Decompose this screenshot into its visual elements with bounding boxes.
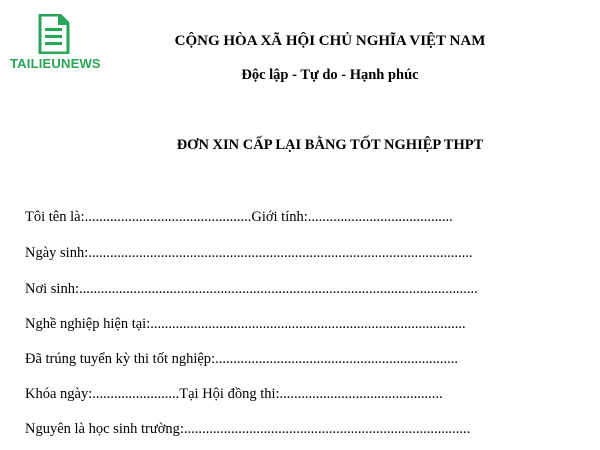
- field-birth-place: Nơi sinh:..............................................................................................................: [25, 281, 478, 297]
- field-birth-date: Ngày sinh:..........................................................................................................: [25, 245, 473, 261]
- field-exam-passed: Đã trúng tuyển kỳ thi tốt nghiệp:...................................................................: [25, 351, 458, 367]
- field-occupation: Nghề nghiệp hiện tại:.......................................................................................: [25, 316, 466, 332]
- logo-text: TAILIEUNEWS: [10, 56, 101, 71]
- field-exam-date-council: Khóa ngày:........................Tại Hội đồng thi:.............................................: [25, 386, 443, 402]
- field-former-school: Nguyên là học sinh trường:...............................................................................: [25, 421, 471, 437]
- document-icon: [38, 14, 70, 54]
- document-title: ĐƠN XIN CẤP LẠI BẰNG TỐT NGHIỆP THPT: [176, 137, 484, 153]
- nation-title: CỘNG HÒA XÃ HỘI CHỦ NGHĨA VIỆT NAM: [174, 33, 486, 49]
- nation-motto: Độc lập - Tự do - Hạnh phúc: [241, 67, 419, 83]
- site-logo: [10, 14, 100, 74]
- field-name-gender: Tôi tên là:..............................................Giới tính:........................................: [25, 209, 453, 225]
